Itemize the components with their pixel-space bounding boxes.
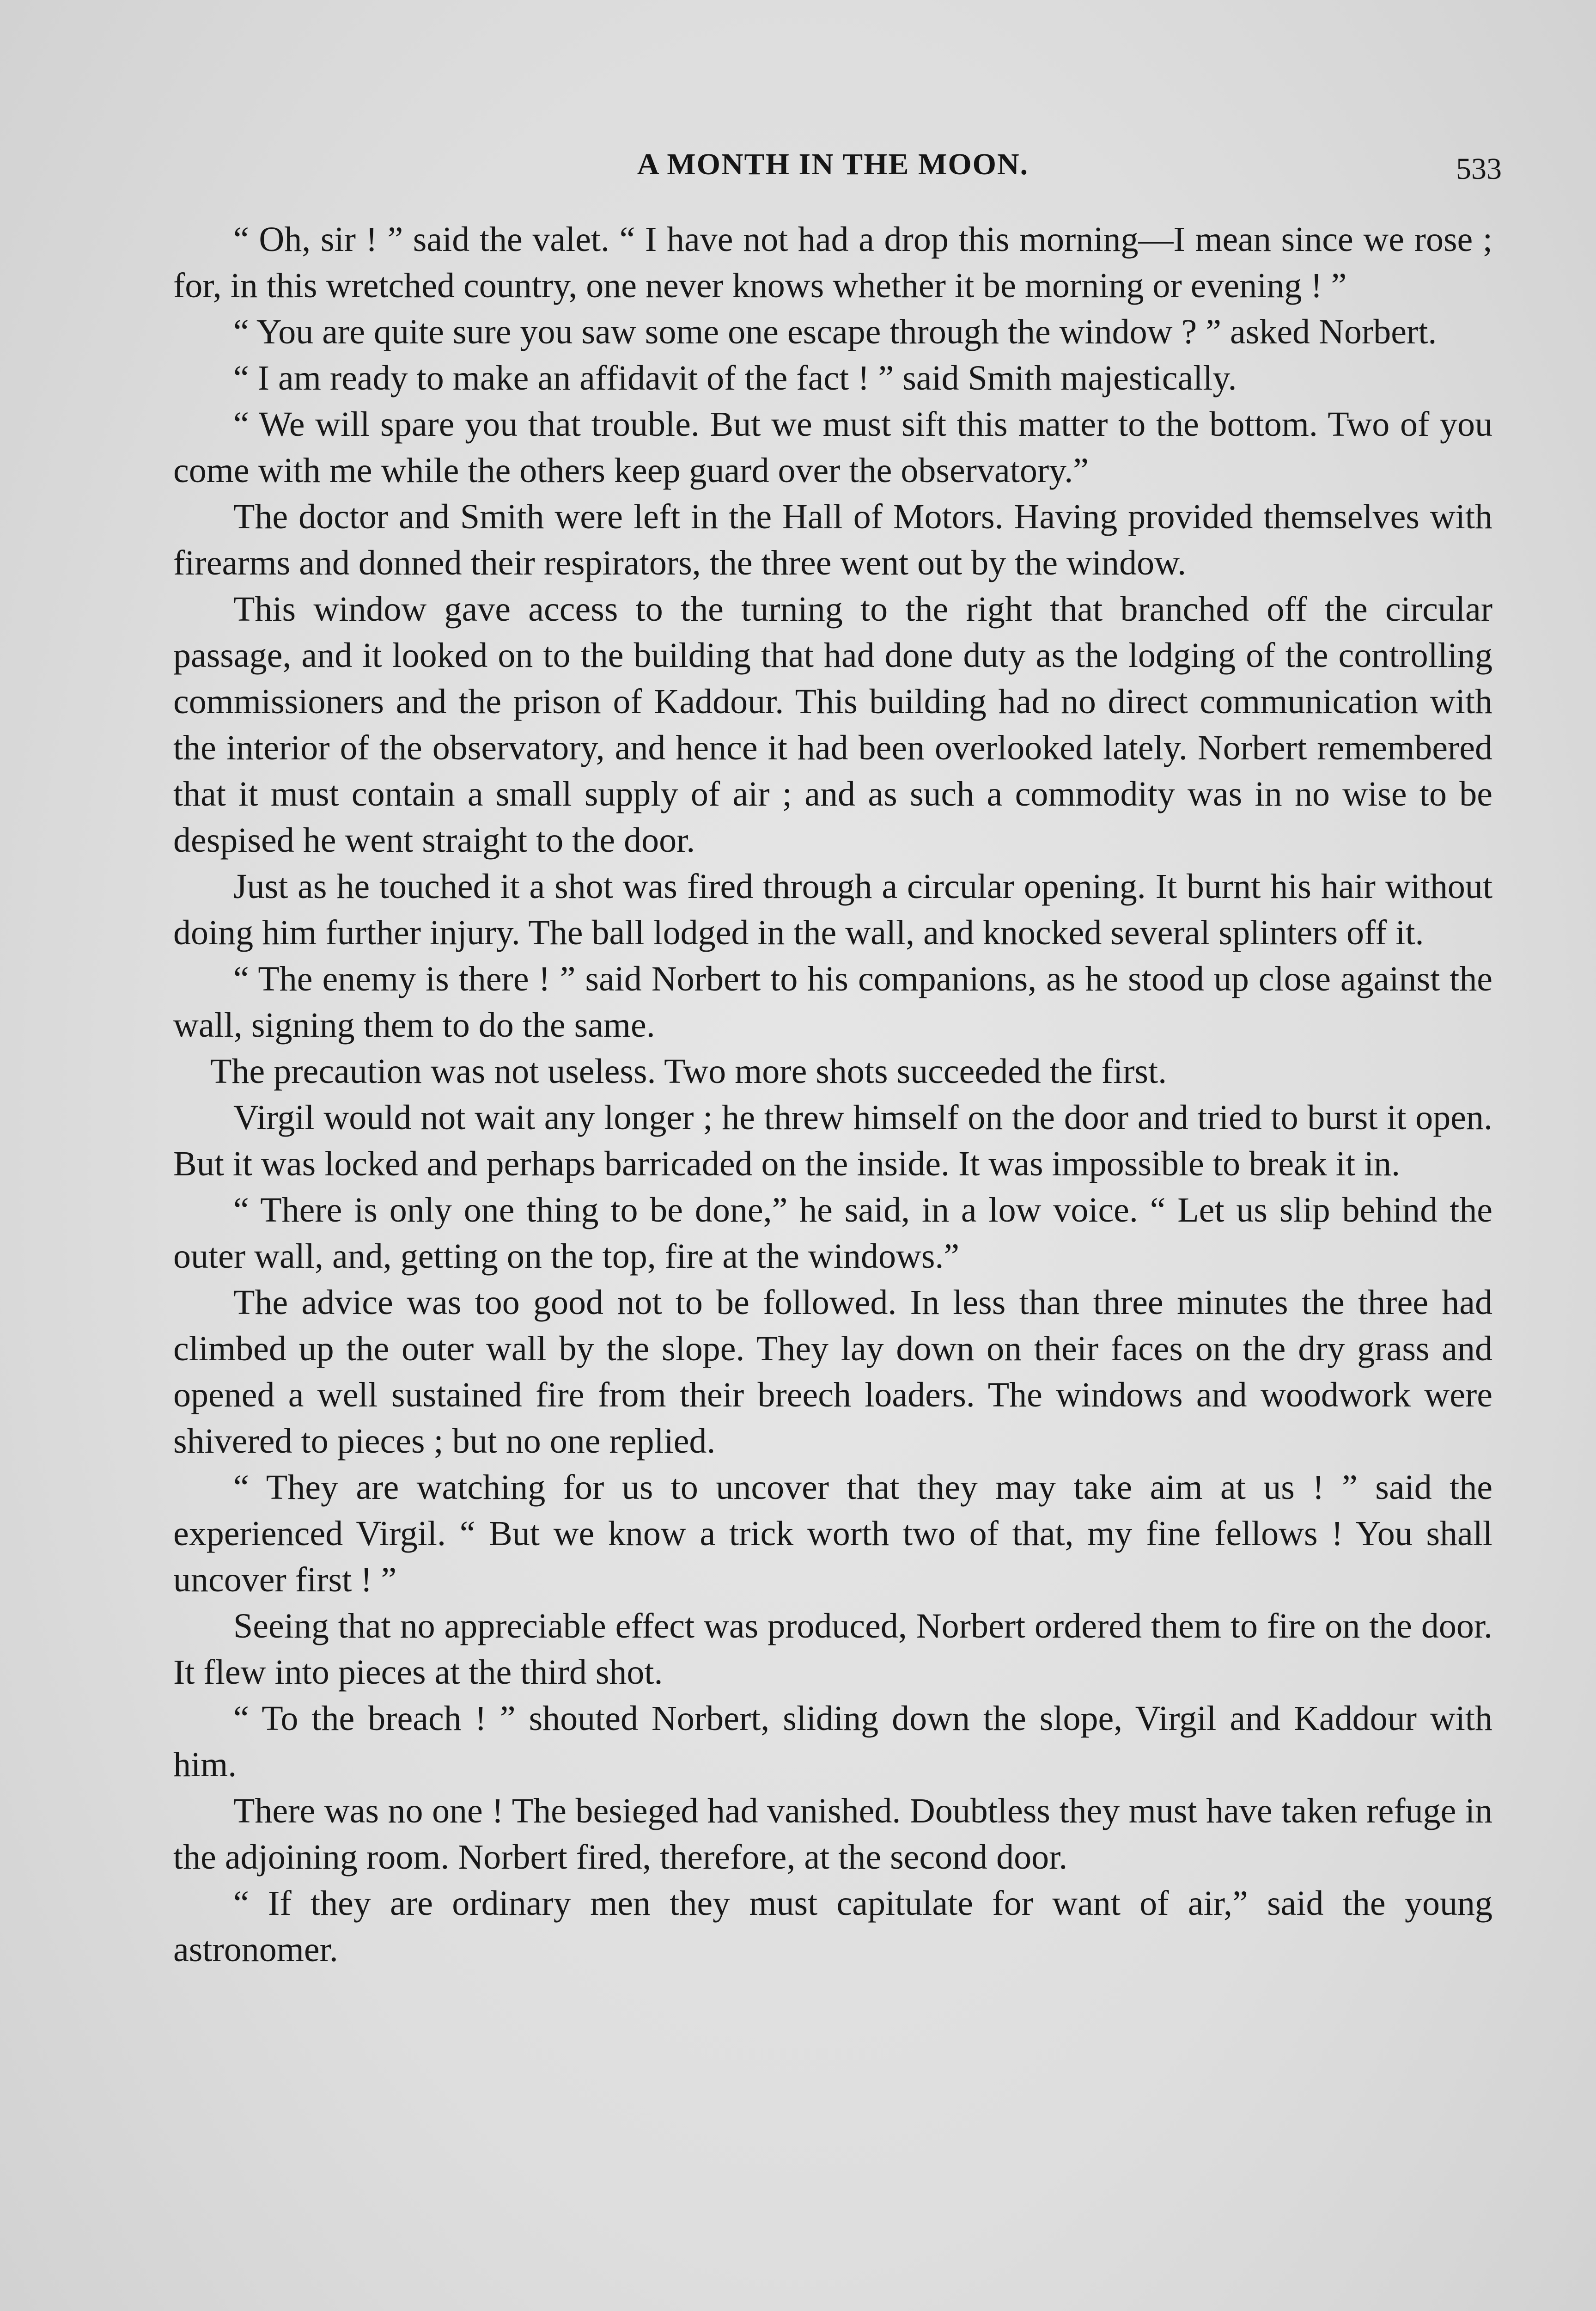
paragraph-7: Just as he touched it a shot was fired through a circular opening. It burnt his hair without doing him further injury. The ball lodged in the wall, and knocked several splinters off it. [173, 867, 1492, 952]
running-title: A MONTH IN THE MOON. [637, 147, 1029, 181]
page-number: 533 [1456, 152, 1502, 186]
paragraph-12: The advice was too good not to be followed. In less than three minutes the three had climbed up the outer wall by the slope. They lay down on their faces on the dry grass and opened a well sustained fire from their breech loaders. The windows and woodwork were shivered to pieces ; but no one replied. [173, 1283, 1492, 1461]
paragraph-13: “ They are watching for us to uncover that they may take aim at us ! ” said the experienced Virgil. “ But we know a trick worth two of that, my fine fellows ! You shall uncover first ! ” [173, 1468, 1492, 1599]
paragraph-9: The precaution was not useless. Two more shots succeeded the first. [210, 1052, 1167, 1091]
page-header [173, 147, 1502, 198]
paragraph-3: “ I am ready to make an affidavit of the fact ! ” said Smith majestically. [233, 359, 1237, 397]
paragraph-14: Seeing that no appreciable effect was produced, Norbert ordered them to fire on the door. It flew into pieces at the third shot. [173, 1607, 1492, 1692]
paragraph-11: “ There is only one thing to be done,” he said, in a low voice. “ Let us slip behind the outer wall, and, getting on the top, fire at the windows.” [173, 1191, 1492, 1276]
paragraph-2: “ You are quite sure you saw some one escape through the window ? ” asked Norbert. [233, 312, 1437, 351]
paragraph-17: “ If they are ordinary men they must capitulate for want of air,” said the young astronomer. [173, 1884, 1492, 1969]
paragraph-4: “ We will spare you that trouble. But we must sift this matter to the bottom. Two of you come with me while the others keep guard over the observatory.” [173, 405, 1492, 490]
paragraph-8: “ The enemy is there ! ” said Norbert to his companions, as he stood up close against the wall, signing them to do the same. [173, 960, 1492, 1045]
paragraph-6: This window gave access to the turning to the right that branched off the circular passage, and it looked on to the building that had done duty as the lodging of the controlling commissioners and the prison of Kaddour. This building had no direct communication with the interior of the observatory, and hence it had been overlooked lately. Norbert remembered that it must contain a small supply of air ; and as such a commodity was in no wise to be despised he went straight to the door. [173, 590, 1492, 860]
paragraph-15: “ To the breach ! ” shouted Norbert, sliding down the slope, Virgil and Kaddour with him. [173, 1699, 1492, 1784]
paragraph-10: Virgil would not wait any longer ; he threw himself on the door and tried to burst it open. But it was locked and perhaps barricaded on the inside. It was impossible to break it in. [173, 1098, 1492, 1183]
paragraph-5: The doctor and Smith were left in the Hall of Motors. Having provided themselves with firearms and donned their respirators, the three went out by the window. [173, 497, 1492, 582]
paragraph-1: “ Oh, sir ! ” said the valet. “ I have not had a drop this morning—I mean since we rose ; for, in this wretched country, one never knows whether it be morning or evening ! ” [173, 220, 1492, 305]
paragraph-16: There was no one ! The besieged had vanished. Doubtless they must have taken refuge in the adjoining room. Norbert fired, therefore, at the second door. [173, 1791, 1492, 1877]
body-text [173, 216, 1492, 1973]
